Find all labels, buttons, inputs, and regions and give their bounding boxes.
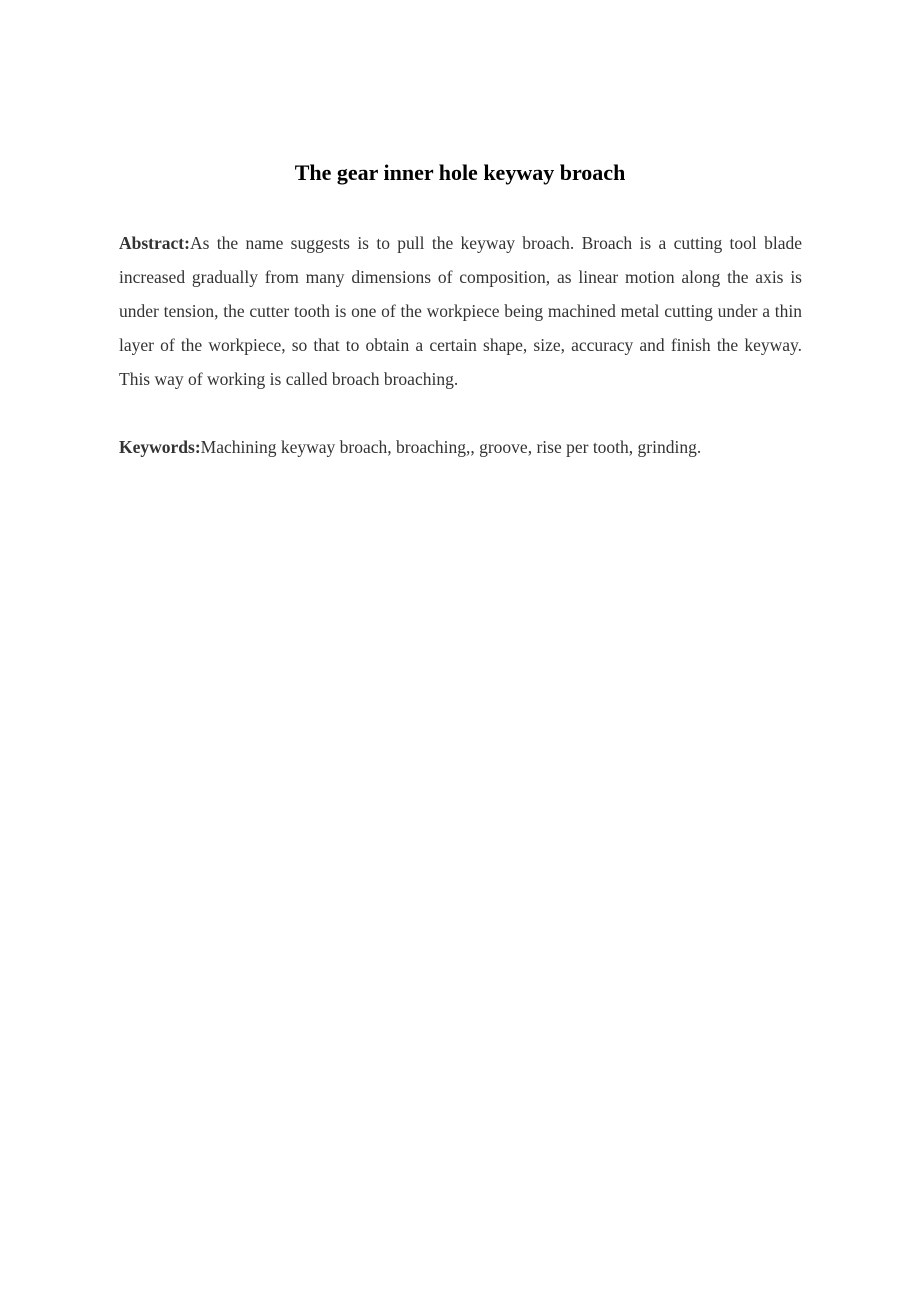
abstract-label: Abstract:: [119, 233, 190, 253]
keywords-paragraph: [119, 430, 802, 464]
abstract-paragraph: [119, 226, 802, 396]
keywords-label: Keywords:: [119, 437, 201, 457]
abstract-text: As the name suggests is to pull the keyway broach. Broach is a cutting tool blade increased gradually from many dimensions of composition, as linear motion along the axis is under tension, the cutter tooth is one of the workpiece being machined metal cutting under a thin layer of the workpiece, so that to obtain a certain shape, size, accuracy and finish the keyway. This way of working is called broach broaching.: [119, 233, 802, 389]
keywords-text: Machining keyway broach, broaching,, groove, rise per tooth, grinding.: [200, 437, 702, 457]
document-title: The gear inner hole keyway broach: [294, 160, 626, 185]
